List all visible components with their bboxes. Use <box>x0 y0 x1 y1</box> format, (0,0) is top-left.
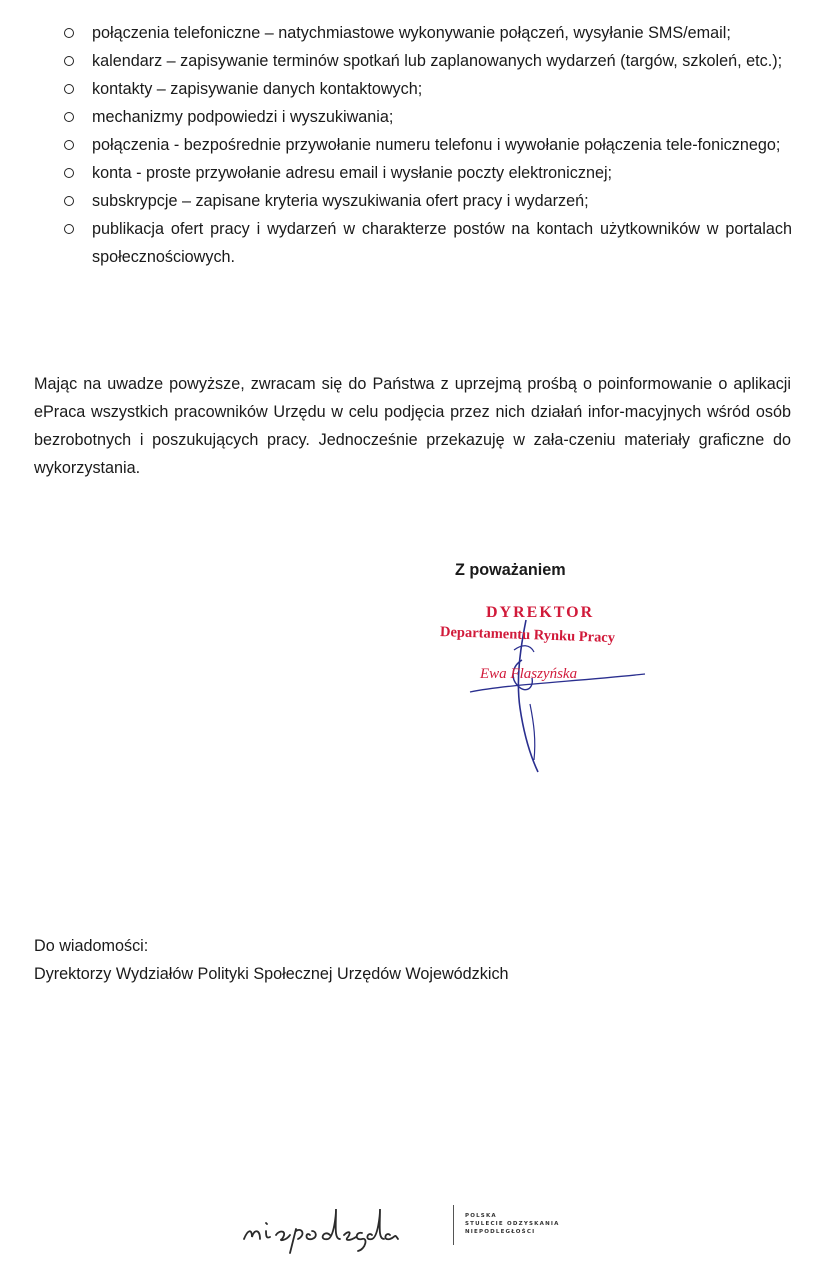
list-item <box>64 159 792 187</box>
bullet-circle-icon <box>64 84 74 94</box>
list-item-text: subskrypcje – zapisane kryteria wyszukiwania ofert pracy i wydarzeń; <box>92 192 589 210</box>
stamp-name: Ewa Flaszyńska <box>480 666 578 682</box>
list-item <box>64 187 792 215</box>
logo-caption-line: NIEPODLEGŁOŚCI <box>465 1229 536 1235</box>
list-item <box>64 103 792 131</box>
bullet-circle-icon <box>64 224 74 234</box>
footer-logo <box>240 1195 600 1255</box>
recipients-heading: Do wiadomości: <box>34 937 149 955</box>
list-item-text: połączenia telefoniczne – natychmiastowe wykonywanie połączeń, wysyłanie SMS/email; <box>92 24 731 42</box>
logo-caption-line: POLSKA <box>465 1213 497 1219</box>
list-item-text: kontakty – zapisywanie danych kontaktowych; <box>92 80 423 98</box>
list-item <box>64 75 792 103</box>
list-item <box>64 19 792 47</box>
feature-list <box>64 19 792 271</box>
list-item-text: publikacja ofert pracy i wydarzeń w charakterze postów na kontach użytkowników w portalach społecznościowych. <box>92 220 792 266</box>
official-stamp <box>430 600 670 780</box>
bullet-circle-icon <box>64 112 74 122</box>
logo-divider <box>453 1205 454 1245</box>
list-item <box>64 47 792 75</box>
recipients-block <box>34 932 509 988</box>
stamp-department: Departamentu Rynku Pracy <box>439 624 616 647</box>
bullet-circle-icon <box>64 196 74 206</box>
bullet-circle-icon <box>64 56 74 66</box>
logo-caption-line: STULECIE ODZYSKANIA <box>465 1221 560 1227</box>
recipients-line: Dyrektorzy Wydziałów Polityki Społecznej Urzędów Wojewódzkich <box>34 965 509 983</box>
logo-caption <box>465 1212 560 1236</box>
bullet-circle-icon <box>64 140 74 150</box>
bullet-circle-icon <box>64 168 74 178</box>
list-item-text: kalendarz – zapisywanie terminów spotkań lub zaplanowanych wydarzeń (targów, szkoleń, etc.); <box>92 52 783 70</box>
list-item-text: połączenia - bezpośrednie przywołanie numeru telefonu i wywołanie połączenia tele-fonicznego; <box>92 136 781 154</box>
closing-salutation: Z poważaniem <box>455 561 566 579</box>
list-item-text: konta - proste przywołanie adresu email i wysłanie poczty elektronicznej; <box>92 164 613 182</box>
list-item <box>64 215 792 271</box>
list-item-text: mechanizmy podpowiedzi i wyszukiwania; <box>92 108 394 126</box>
stamp-title: DYREKTOR <box>486 604 595 621</box>
niepodlegla-logo-icon <box>240 1195 450 1255</box>
request-paragraph: Mając na uwadze powyższe, zwracam się do Państwa z uprzejmą prośbą o poinformowanie o aplikacji ePraca wszystkich pracowników Urzędu w celu podjęcia przez nich działań infor-macyjnych wśród osób bezrobotnych i poszukujących pracy. Jednocześnie przekazuję w zała-czeniu materiały graficzne do wykorzystania. <box>34 375 791 477</box>
bullet-circle-icon <box>64 28 74 38</box>
list-item <box>64 131 792 159</box>
